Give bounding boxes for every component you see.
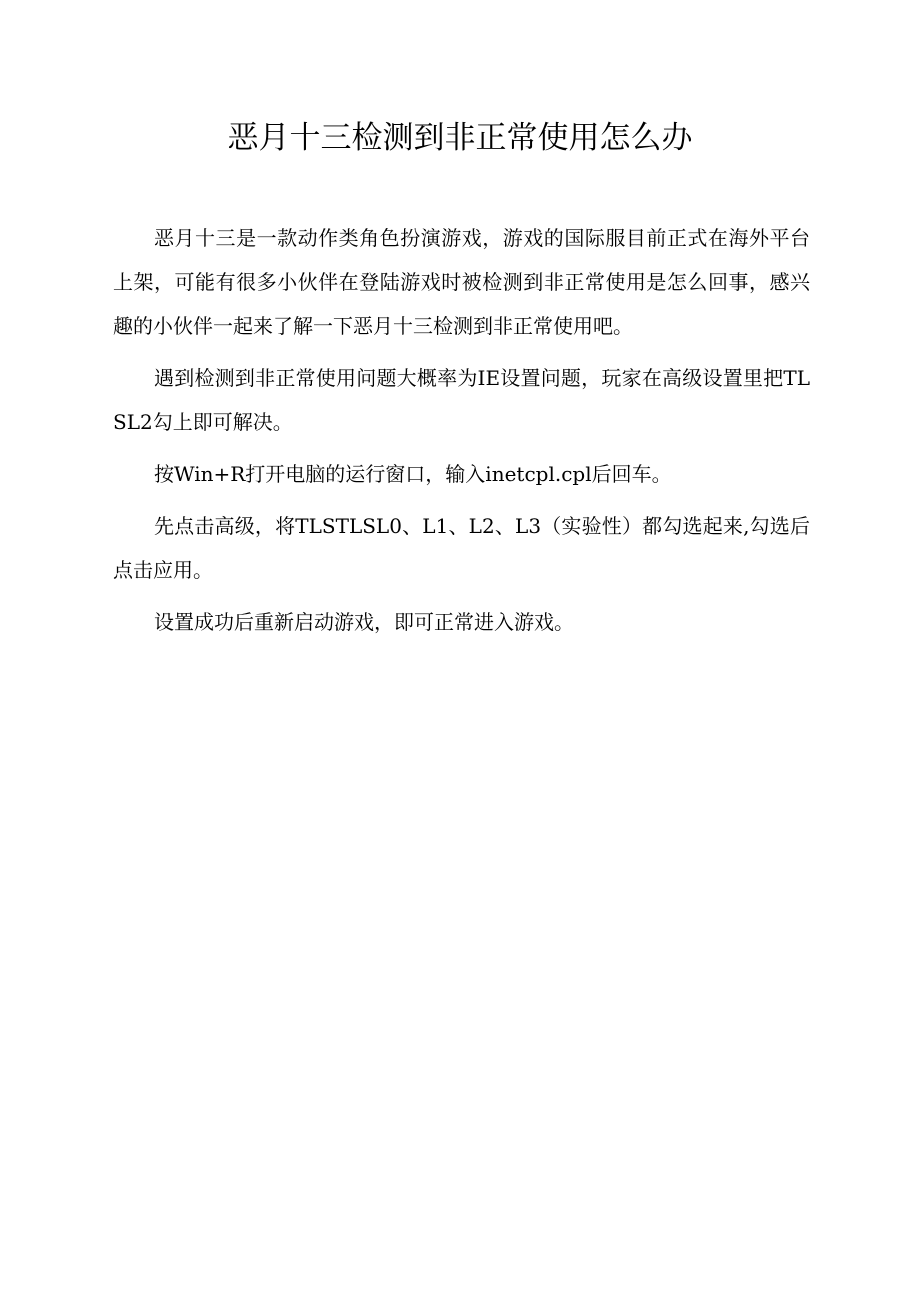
paragraph-step-check-tls: 先点击高级，将TLSTLSL0、L1、L2、L3（实验性）都勾选起来,勾选后点击应用。 [113,514,810,582]
paragraph-step-open-settings: 按Win+R打开电脑的运行窗口，输入inetcpl.cpl后回车。 [154,462,672,486]
paragraph-cause: 遇到检测到非正常使用问题大概率为IE设置问题，玩家在高级设置里把TLSL2勾上即可解决。 [113,366,810,434]
paragraph-step-restart: 设置成功后重新启动游戏，即可正常进入游戏。 [154,610,574,634]
document-body [113,216,810,652]
paragraph-intro: 恶月十三是一款动作类角色扮演游戏，游戏的国际服目前正式在海外平台上架，可能有很多小伙伴在登陆游戏时被检测到非正常使用是怎么回事，感兴趣的小伙伴一起来了解一下恶月十三检测到非正常使用吧。 [113,226,810,338]
document-title: 恶月十三检测到非正常使用怎么办 [227,120,693,156]
